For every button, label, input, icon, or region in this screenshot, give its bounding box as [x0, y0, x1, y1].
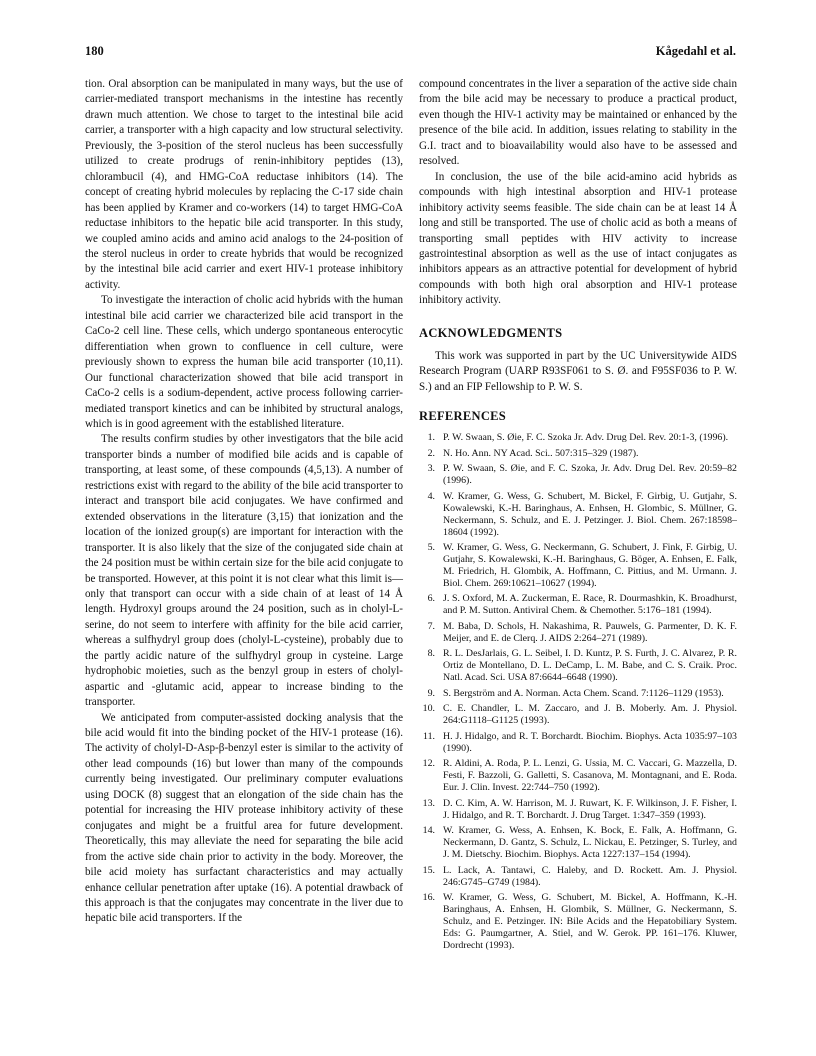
references-list [419, 432, 737, 952]
body-paragraph: The results confirm studies by other investigators that the bile acid transporter binds a number of modified bile acids and is capable of transporting, at least some, of these compounds (4,5,13). A number of restrictions exist with regard to the ability of the bile acid transporter to interact and transport bile acid conjugates. We have confirmed and extended observations in the literature (3,15) that ionization and the location of the ionized group(s) are important for interaction with the transporter. It is also likely that the size of the conjugated side chain at the 24 position must be within certain size for the bile acid conjugate to be transported. However, at this point it is not clear what this limit is—only that transport can occur with a side chain of at least of 14 Å length. Hydroxyl groups around the 24 position, such as in cholyl-L-serine, do not seem to interfere with affinity for the bile acid carrier, whereas a sulfhydryl group does (cholyl-L-cysteine), probably due to the partly acidic nature of the sulfhydryl group in cysteine. Large hydrophobic moieties, such as the benzyl group in esters of cholyl-aspartic and -glutamic acid, appear to increase binding to the transporter. [85, 433, 403, 709]
reference-number: 9. [427, 687, 435, 699]
reference-text: P. W. Swaan, S. Øie, F. C. Szoka Jr. Adv. Drug Del. Rev. 20:1-3, (1996). [443, 432, 729, 444]
body-paragraph: tion. Oral absorption can be manipulated in many ways, but the use of carrier-mediated transport mechanisms in the intestine has recently drawn much attention. We chose to target to the intestinal bile acid carrier, a transporter with a high capacity and low structural selectivity. Previously, the 3-position of the sterol nucleus has been successfully utilized to create prodrugs of renin-inhibitory peptides (13), chlorambucil (4), and HMG-CoA reductase inhibitors (14). The concept of creating hybrid molecules by replacing the C-17 side chain has been applied by Kramer and co-workers (14) to target HMG-CoA reductase inhibitors to the hepatic bile acid transporter. In this study, we coupled amino acids and amino acid analogs to the 24-position of the sterol nucleus in order to create hybrids that would be recognized by the intestinal bile acid carrier and exert HIV-1 protease inhibitory activity. [85, 78, 403, 291]
reference-number: 5. [427, 542, 435, 554]
page-header [85, 44, 736, 62]
reference-text: C. E. Chandler, L. M. Zaccaro, and J. B. Moberly. Am. J. Physiol. 264:G1118–G1125 (1993). [443, 703, 737, 727]
reference-number: 15. [422, 864, 435, 876]
reference-number: 10. [422, 703, 435, 715]
reference-number: 11. [423, 730, 435, 742]
reference-item [419, 703, 737, 727]
left-column [85, 77, 403, 927]
reference-number: 3. [427, 463, 435, 475]
reference-item [419, 621, 737, 645]
reference-number: 13. [422, 797, 435, 809]
reference-text: R. Aldini, A. Roda, P. L. Lenzi, G. Ussia, M. C. Vaccari, G. Mazzella, D. Festi, F. Bazzoli, G. Galletti, S. Casanova, M. Montagnani, and E. Roda. Eur. J. Clin. Invest. 22:744–750 (1992). [443, 758, 737, 794]
reference-text: L. Lack, A. Tantawi, C. Haleby, and D. Rockett. Am. J. Physiol. 246:G745–G749 (1984). [443, 864, 737, 888]
reference-text: P. W. Swaan, S. Øie, and F. C. Szoka, Jr. Adv. Drug Del. Rev. 20:59–82 (1996). [443, 463, 737, 487]
reference-number: 4. [427, 490, 435, 502]
body-paragraph: In conclusion, the use of the bile acid-amino acid hybrids as compounds with high intestinal absorption and HIV-1 protease inhibitory activity seems feasible. The side chain can be at least 14 Å long and still be transported. The use of cholic acid as both a means of transporting small peptides with HIV activity to increase gastrointestinal absorption as well as the use of intact conjugates as inhibitors appears as an attractive potential for development of hybrid compounds with both high oral absorption and HIV-1 protease inhibitory activity. [419, 170, 737, 307]
acknowledgments-text: This work was supported in part by the UC Universitywide AIDS Research Program (UARP R93SF061 to S. Ø. and F95SF036 to P. W. S.) and an FIP Fellowship to P. W. S. [419, 349, 737, 393]
reference-item [419, 758, 737, 794]
reference-text: M. Baba, D. Schols, H. Nakashima, R. Pauwels, G. Parmenter, D. K. F. Meijer, and E. de Clerq. J. AIDS 2:264–271 (1989). [443, 620, 737, 644]
reference-text: W. Kramer, G. Wess, A. Enhsen, K. Bock, E. Falk, A. Hoffmann, G. Neckermann, D. Gantz, S. Schulz, L. Nickau, E. Petzinger, S. Turley, and J. M. Dietschy. Biochim. Biophys. Acta 1227:137–154 (1994). [443, 825, 737, 861]
reference-number: 6. [427, 593, 435, 605]
reference-text: W. Kramer, G. Wess, G. Neckermann, G. Schubert, J. Fink, F. Girbig, U. Gutjahr, S. Kowalewski, K.-H. Baringhaus, G. Böger, A. Enhsen, E. Falk, M. Friedrich, H. Glombik, A. Hoffmann, C. Pittius, and M. Urmann. J. Biol. Chem. 269:10621–10627 (1994). [443, 542, 737, 589]
reference-number: 16. [422, 892, 435, 904]
body-paragraph: compound concentrates in the liver a separation of the active side chain from the bile acid may be necessary to produce a practical product, even though the HIV-1 activity may be maintained or enhanced by the presence of the bile acid. In addition, issues relating to stability in the G.I. tract and to bioavailability would also have to be assessed and resolved. [419, 78, 737, 168]
reference-item [419, 731, 737, 755]
reference-text: H. J. Hidalgo, and R. T. Borchardt. Biochim. Biophys. Acta 1035:97–103 (1990). [443, 730, 737, 754]
reference-item [419, 648, 737, 684]
reference-item [419, 825, 737, 861]
reference-text: R. L. DesJarlais, G. L. Seibel, I. D. Kuntz, P. S. Furth, J. C. Alvarez, P. R. Ortiz de Montellano, D. L. DeCamp, L. M. Babe, and C. S. Craik. Proc. Natl. Acad. Sci. USA 87:6644–6648 (1990). [443, 648, 737, 684]
reference-text: D. C. Kim, A. W. Harrison, M. J. Ruwart, K. F. Wilkinson, J. F. Fisher, I. J. Hidalgo, and R. T. Borchardt. J. Drug Target. 1:347–359 (1993). [443, 797, 737, 821]
reference-text: W. Kramer, G. Wess, G. Schubert, M. Bickel, F. Girbig, U. Gutjahr, S. Kowalewski, K.-H. Baringhaus, A. Enhsen, H. Glombic, S. Müllner, G. Neckermann, S. Schulz, and E. J. Petzinger. J. Biol. Chem. 267:18598–18604 (1992). [443, 490, 737, 538]
reference-text: J. S. Oxford, M. A. Zuckerman, E. Race, R. Dourmashkin, K. Broadhurst, and P. M. Sutton. Antiviral Chem. & Chemother. 5:176–181 (1994). [443, 593, 737, 617]
body-paragraph: We anticipated from computer-assisted docking analysis that the bile acid would fit into the binding pocket of the HIV-1 protease (16). The activity of cholyl-D-Asp-β-benzyl ester is similar to the activity of other lead compounds (16) but lower than many of the compounds currently being investigated. Our preliminary computer evaluations using DOCK (8) suggest that an elongation of the side chain has the potential for increasing the HIV protease inhibitory activity of these conjugates and might be a fruitful area for future development. Theoretically, this may alleviate the need for separating the bile acid from the active side chain prior to activity in the body. Moreover, the bile acid moiety has surfactant characteristics and may actually enhance cellular penetration after uptake (16). A potential drawback of this approach is that the conjugates may concentrate in the liver due to hepatic bile acid transporters. If the [85, 711, 403, 925]
right-column [419, 77, 737, 956]
reference-text: S. Bergström and A. Norman. Acta Chem. Scand. 7:1126–1129 (1953). [443, 687, 724, 699]
reference-text: W. Kramer, G. Wess, G. Schubert, M. Bickel, A. Hoffmann, K.-H. Baringhaus, A. Enhsen, H. Glombik, S. Müllner, G. Neckermann, S. Schulz, and E. Petzinger. IN: Bile Acids and the Hepatobiliary System. Eds: G. Paumgartner, A. Stiel, and W. Gerok. PP. 161–176. Kluwer, Dordrecht (1993). [443, 892, 737, 951]
reference-item [419, 865, 737, 889]
reference-item [419, 688, 737, 700]
body-paragraph: To investigate the interaction of cholic acid hybrids with the human intestinal bile acid carrier we characterized bile acid transport in the CaCo-2 cell line. These cells, which undergo spontaneous enterocytic differentiation when grown to confluence in cell culture, were previously shown to express the human bile acid transporter (10,11). Our functional characterization showed that bile acid transport in CaCo-2 cells is a sodium-dependent, active process following carrier-mediated transport kinetics and can be inhibited by structural analogs, which is in good agreement with the established literature. [85, 294, 403, 430]
reference-item [419, 593, 737, 617]
reference-number: 14. [422, 825, 435, 837]
reference-item [419, 463, 737, 487]
reference-text: N. Ho. Ann. NY Acad. Sci.. 507:315–329 (1987). [443, 447, 639, 459]
reference-item [419, 448, 737, 460]
acknowledgments-heading: ACKNOWLEDGMENTS [419, 325, 563, 340]
reference-item [419, 491, 737, 539]
reference-item [419, 542, 737, 590]
references-heading: REFERENCES [419, 409, 507, 424]
reference-item [419, 892, 737, 952]
reference-number: 8. [427, 648, 435, 660]
reference-number: 12. [422, 758, 435, 770]
reference-number: 1. [427, 432, 435, 444]
running-head: Kågedahl et al. [655, 44, 736, 58]
reference-number: 2. [427, 447, 435, 459]
reference-item [419, 798, 737, 822]
reference-number: 7. [427, 620, 435, 632]
page-number: 180 [85, 44, 104, 58]
reference-item [419, 432, 737, 444]
